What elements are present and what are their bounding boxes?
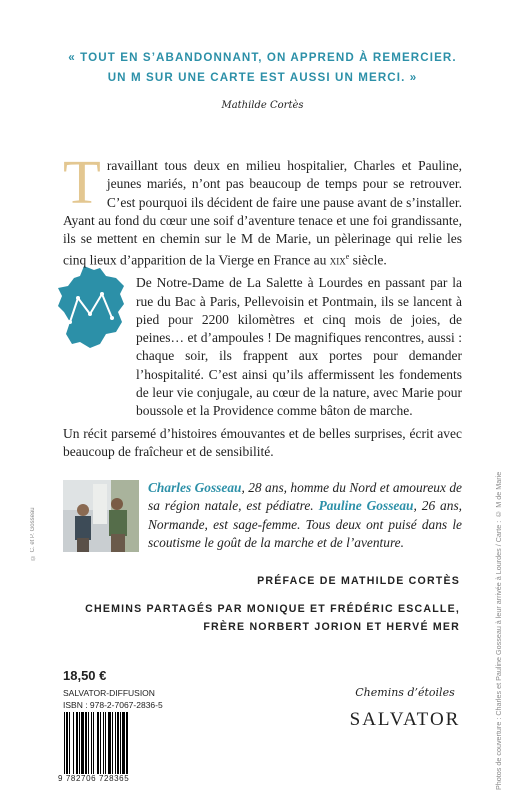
back-cover-quote xyxy=(0,48,525,88)
preface-credit: PRÉFACE DE MATHILDE CORTÈS xyxy=(257,575,460,587)
cover-photo-credit: Photos de couverture : Charles et Pauline Gosseau à leur arrivée à Lourdes / Carte : © M de Marie xyxy=(494,471,503,790)
authors-photo xyxy=(63,480,139,552)
shared-paths-credit-2: FRÈRE NORBERT JORION ET HERVÉ MER xyxy=(203,621,460,633)
author-name-1: Charles Gosseau xyxy=(148,480,242,495)
barcode xyxy=(63,712,161,774)
summary-paragraph-1: Travaillant tous deux en milieu hospitalier, Charles et Pauline, jeunes mariés, n’ont pas beaucoup de temps pour se retrouver. C’est pourquoi ils décident de faire une pause avant de s’installer. Ayant au fond du cœur une soif d’aventure tenace et une foi grandissante, ils se mettent en chemin sur le M de Marie, un pèlerinage qui relie les cinq lieux d’apparition de la Vierge en France au xix$^e$ siècle. xyxy=(63,149,462,268)
publisher-logo: SALVATOR xyxy=(349,709,461,730)
quote-line-2: UN M SUR UNE CARTE EST AUSSI UN MERCI. » xyxy=(107,71,418,84)
author-name-2: Pauline Gosseau xyxy=(318,498,414,514)
photo-credit: © C. et P. Gosseau xyxy=(30,507,36,560)
summary-text xyxy=(63,149,462,461)
authors-bio: Charles Gosseau, 28 ans, homme du Nord et amoureux de sa région natale, est pédiatre. Pauline Gosseau, 26 ans, Normande, est sage-femme. Tous deux ont puisé dans le scoutisme le goût de la marche et de l’aventure. xyxy=(148,480,462,550)
distributor: SALVATOR-DIFFUSION xyxy=(63,688,155,698)
summary-paragraph-2: De Notre-Dame de La Salette à Lourdes en passant par la rue du Bac à Paris, Pellevoisin et Pontmain, ils se lancent à pied pour 2200 kilomètres et cinq mois de joies, de peines… et d’ampoules ! De magnifiques rencontres, aussi : chaque soir, ils frappent aux portes pour demander l’hospitalité. C’est ainsi qu’ils affermissent les fondements de leur vie conjugale, au cœur de la nature, avec Marie pour boussole et la Providence comme bâton de marche. xyxy=(136,275,462,419)
shared-paths-credit-1: CHEMINS PARTAGÉS PAR MONIQUE ET FRÉDÉRIC ESCALLE, xyxy=(85,603,460,615)
distribution-info xyxy=(63,687,163,711)
isbn: ISBN : 978-2-7067-2836-5 xyxy=(63,700,163,710)
drop-cap: T xyxy=(63,149,101,217)
quote-author: Mathilde Cortès xyxy=(221,100,304,111)
collection-logo: Chemins d’étoiles xyxy=(355,686,455,699)
price: 18,50 € xyxy=(63,668,107,683)
quote-line-1: « TOUT EN S’ABANDONNANT, ON APPREND À REMERCIER. xyxy=(68,51,457,64)
contributors xyxy=(0,572,460,636)
barcode-number: 9 782706 728365 xyxy=(58,774,130,783)
summary-paragraph-3: Un récit parsemé d’histoires émouvantes et de belles surprises, écrit avec beaucoup de fraîcheur et de sensibilité. xyxy=(63,425,462,459)
